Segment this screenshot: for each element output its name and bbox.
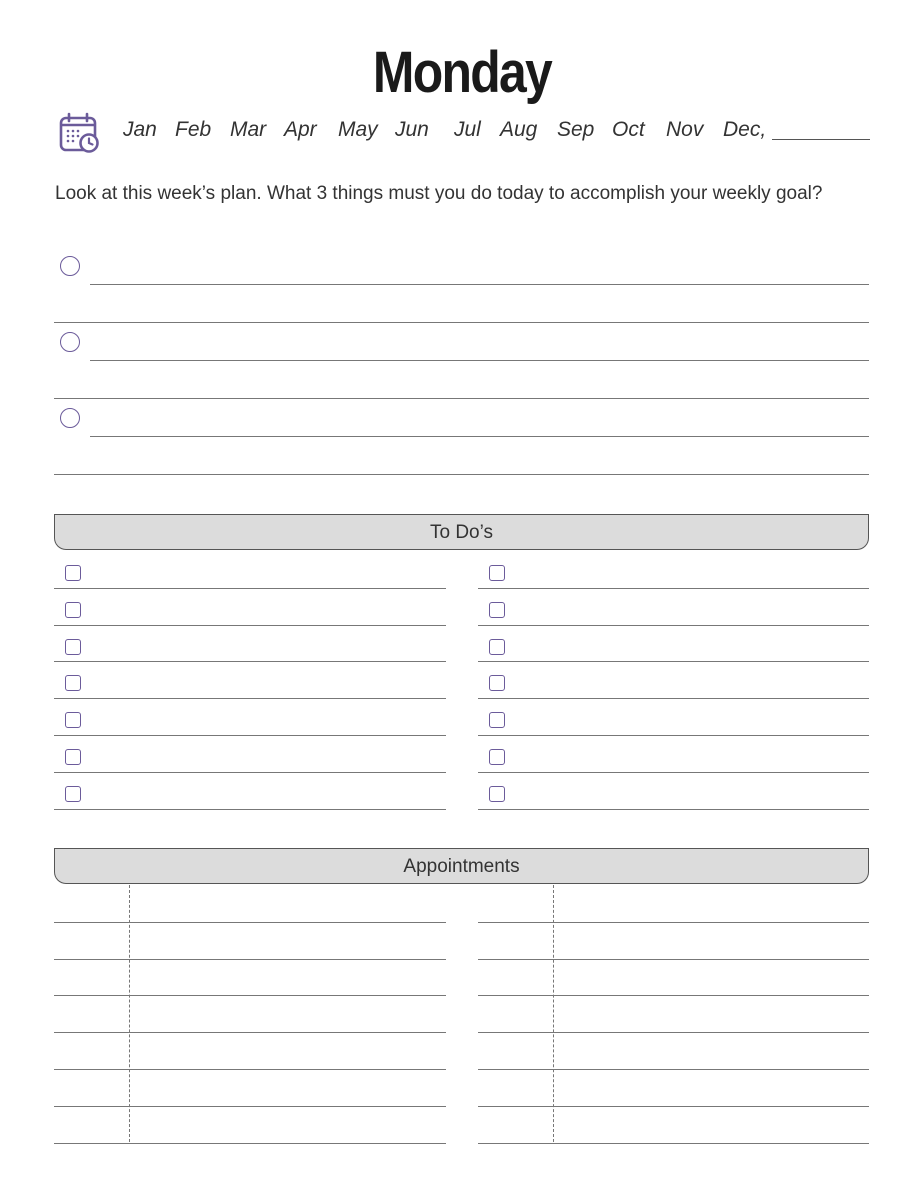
todo-checkbox[interactable] [489,675,505,691]
appointment-line[interactable] [478,1143,869,1144]
todo-checkbox[interactable] [489,602,505,618]
weekly-goal-prompt: Look at this week’s plan. What 3 things must you do today to accomplish your weekly goal? [55,183,823,204]
month-may: May [338,118,378,141]
appointments-header-label: Appointments [403,856,520,877]
todos-header [54,514,869,550]
calendar-clock-icon [58,112,100,154]
appointment-line[interactable] [54,995,446,996]
appointment-line[interactable] [478,959,869,960]
priority-1-circle[interactable] [60,256,80,276]
appointments-header [54,848,869,884]
time-divider [553,885,554,1142]
month-feb: Feb [175,118,212,141]
year-write-line[interactable] [772,139,870,140]
priority-2-circle[interactable] [60,332,80,352]
month-oct: Oct [612,118,645,141]
time-divider [129,885,130,1142]
page-title: Monday [372,40,552,105]
month-apr: Apr [284,118,317,141]
appointment-line[interactable] [54,1069,446,1070]
todo-checkbox[interactable] [65,565,81,581]
todo-checkbox[interactable] [65,675,81,691]
appointment-line[interactable] [54,1032,446,1033]
todo-checkbox[interactable] [489,565,505,581]
month-jan: Jan [123,118,157,141]
todos-header-label: To Do’s [429,522,493,543]
todo-line[interactable] [54,625,446,626]
todo-line[interactable] [54,661,446,662]
todo-line[interactable] [54,809,446,810]
todo-checkbox[interactable] [489,749,505,765]
month-dec: Dec, [723,118,767,141]
priority-2-line[interactable] [90,360,869,361]
appointment-line[interactable] [478,922,869,923]
todo-line[interactable] [478,661,869,662]
todo-line[interactable] [478,772,869,773]
todo-checkbox[interactable] [489,786,505,802]
todo-checkbox[interactable] [65,786,81,802]
priority-2-line-2[interactable] [54,398,869,399]
priority-1-line[interactable] [90,284,869,285]
appointment-line[interactable] [54,959,446,960]
month-nov: Nov [666,118,704,141]
todo-checkbox[interactable] [65,639,81,655]
todo-checkbox[interactable] [65,712,81,728]
todo-line[interactable] [478,625,869,626]
todo-line[interactable] [478,735,869,736]
todo-checkbox[interactable] [65,602,81,618]
appointment-line[interactable] [54,1143,446,1144]
todo-line[interactable] [54,698,446,699]
todo-line[interactable] [54,735,446,736]
todo-checkbox[interactable] [489,712,505,728]
todo-line[interactable] [478,809,869,810]
month-mar: Mar [230,118,267,141]
priority-1-line-2[interactable] [54,322,869,323]
appointment-line[interactable] [478,1032,869,1033]
priority-3-circle[interactable] [60,408,80,428]
appointment-line[interactable] [54,1106,446,1107]
month-jul: Jul [454,118,481,141]
month-aug: Aug [500,118,538,141]
appointment-line[interactable] [478,995,869,996]
appointment-line[interactable] [478,1069,869,1070]
todo-line[interactable] [478,588,869,589]
appointment-line[interactable] [478,1106,869,1107]
todo-line[interactable] [54,772,446,773]
todo-checkbox[interactable] [65,749,81,765]
month-jun: Jun [395,118,429,141]
todo-line[interactable] [54,588,446,589]
todo-line[interactable] [478,698,869,699]
todo-checkbox[interactable] [489,639,505,655]
month-sep: Sep [557,118,595,141]
priority-3-line[interactable] [90,436,869,437]
priority-3-line-2[interactable] [54,474,869,475]
appointment-line[interactable] [54,922,446,923]
